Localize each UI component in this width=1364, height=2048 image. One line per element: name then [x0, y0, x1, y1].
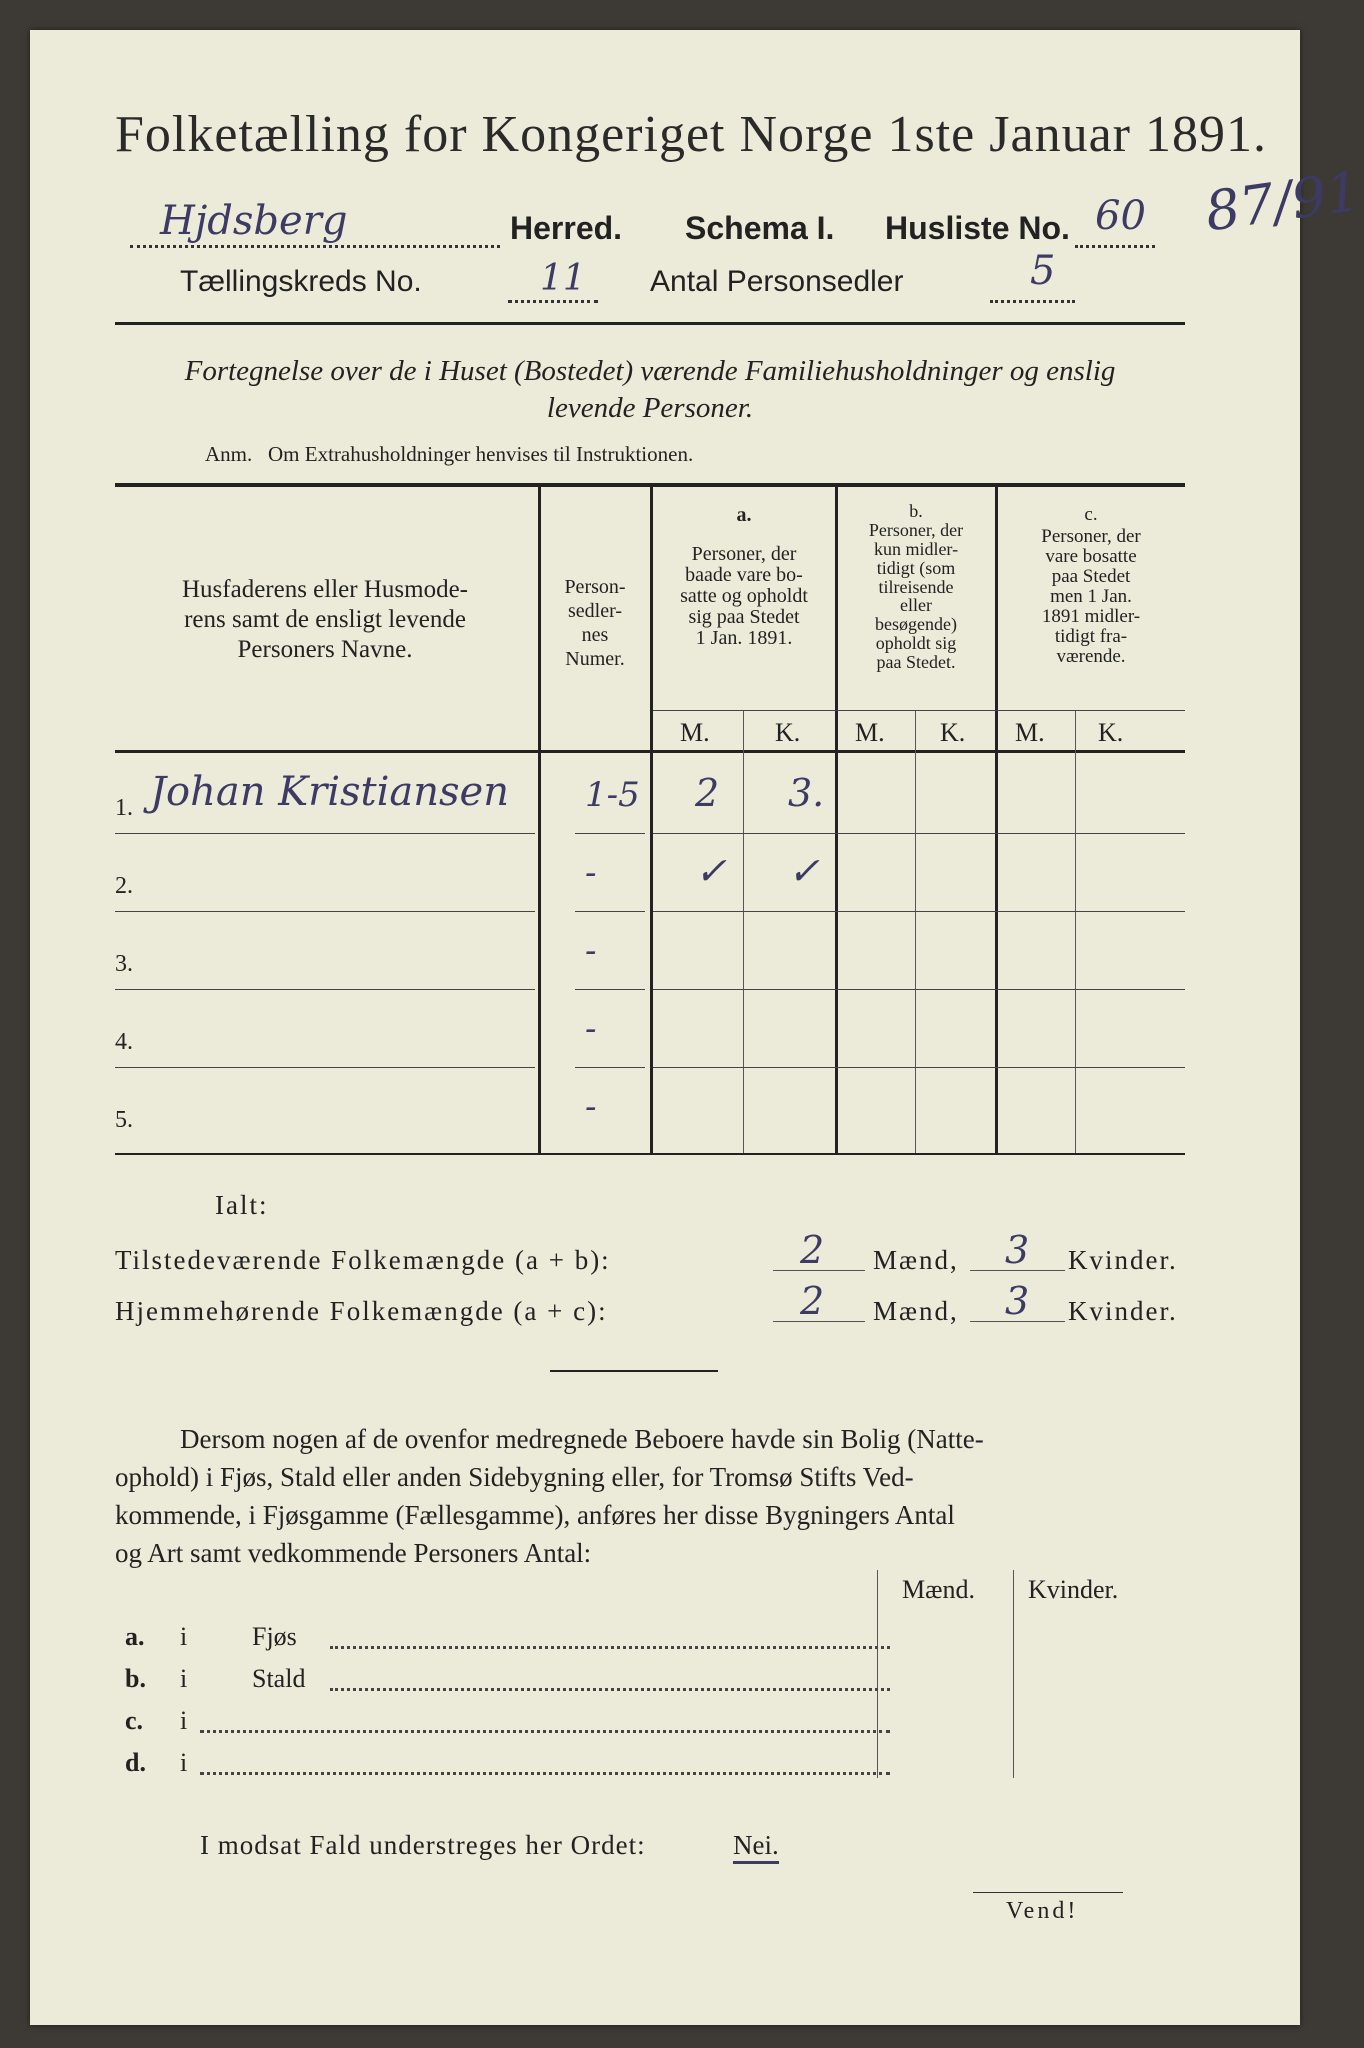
modsat-label: I modsat Fald understreges her Ordet:: [200, 1830, 646, 1860]
col-header-line: Personer, der: [868, 519, 964, 540]
a-m-label: M.: [680, 718, 710, 747]
row-rule-num: [575, 1067, 645, 1068]
col-c-letter: c.: [1084, 504, 1098, 525]
hjemme-label: Hjemmehørende Folkemængde (a + c):: [115, 1296, 608, 1326]
hjemme-kvinder-label: Kvinder.: [1068, 1296, 1178, 1326]
para-line: og Art samt vedkommende Personers Antal:: [115, 1538, 592, 1568]
para-line: ophold) i Fjøs, Stald eller anden Sidebygning eller, for Tromsø Stifts Ved-: [115, 1462, 914, 1492]
census-form-page: [30, 30, 1364, 2025]
col-names-line: rens samt de ensligt levende: [184, 606, 466, 633]
husliste-label: Husliste No.: [885, 210, 1070, 246]
col-num-line: sedler-: [567, 600, 622, 622]
schema-label: Schema I.: [685, 210, 835, 246]
section-divider: [550, 1370, 718, 1372]
hjemme-kvinder: 3: [1005, 1279, 1030, 1323]
row-number: 3.: [115, 951, 133, 977]
herred-dotted-line: [130, 245, 500, 248]
row-rule-counts: [653, 989, 1185, 990]
corner-note: 87/91: [1201, 159, 1364, 244]
col-c-header: [998, 505, 1184, 667]
kreds-dotted-line: [508, 300, 598, 303]
row-rule-names: [115, 911, 535, 912]
item-dotted-line: [200, 1772, 890, 1775]
col-header-line: Personer, der: [691, 543, 797, 565]
col-header-line: Personer, der: [1041, 525, 1141, 547]
anm-note: Anm. Om Extrahusholdninger henvises til Instruktionen.: [205, 442, 694, 466]
col-header-line: tilreisende: [878, 576, 954, 597]
divider-num: [650, 487, 653, 1153]
divider-a-mk: [743, 710, 744, 1153]
husliste-dotted-line: [1075, 245, 1155, 248]
col-num-line: nes: [581, 624, 609, 646]
col-header-line: paa Stedet.: [876, 652, 956, 673]
row-count-cell: ✓: [695, 849, 727, 893]
b-k-label: K.: [940, 718, 966, 747]
herred-label: Herred.: [510, 210, 623, 246]
item-label: Fjøs: [252, 1622, 297, 1651]
vend-rule: [973, 1892, 1123, 1893]
divider-c-mk: [1075, 710, 1076, 1153]
row-rule-counts: [653, 1067, 1185, 1068]
row-sedler-num: -: [585, 853, 597, 893]
item-letter: d.: [125, 1748, 146, 1777]
row-rule-counts: [653, 911, 1185, 912]
col-header-line: værende.: [1056, 645, 1126, 667]
item-dotted-line: [200, 1730, 890, 1733]
row-rule-num: [575, 989, 645, 990]
col-header-line: kun midler-: [873, 538, 959, 559]
col-num-line: Person-: [564, 576, 626, 598]
vend-label: Vend!: [1006, 1898, 1079, 1924]
col-b-header: [838, 502, 994, 672]
col-header-line: besøgende): [875, 614, 957, 635]
row-rule-names: [115, 1067, 535, 1068]
col-header-line: vare bosatte: [1045, 545, 1137, 567]
col-header-line: eller: [900, 595, 932, 616]
item-i: i: [180, 1748, 188, 1777]
row-count-cell: 3.: [788, 771, 825, 815]
row-number: 1.: [115, 795, 133, 821]
para-line: Dersom nogen af de ovenfor medregnede Beboere havde sin Bolig (Natte-: [180, 1424, 984, 1454]
col-names-line: Personers Navne.: [237, 636, 413, 663]
a-k-label: K.: [775, 718, 801, 747]
row-sedler-num: -: [585, 931, 597, 971]
row-number: 4.: [115, 1029, 133, 1055]
item-dotted-line: [330, 1688, 890, 1691]
b-m-label: M.: [855, 718, 885, 747]
bygning-kvinder-header: Kvinder.: [1028, 1575, 1119, 1604]
kreds-value: 11: [540, 258, 586, 299]
item-i: i: [180, 1706, 188, 1735]
row-sedler-num: 1-5: [585, 775, 640, 815]
row-rule-names: [115, 989, 535, 990]
item-letter: a.: [125, 1622, 145, 1651]
nei-word: Nei.: [733, 1830, 779, 1864]
kreds-label: Tællingskreds No.: [180, 265, 422, 298]
col-c-text: [998, 527, 1184, 667]
c-k-label: K.: [1098, 718, 1124, 747]
ialt-label: Ialt:: [215, 1190, 269, 1220]
item-letter: b.: [125, 1664, 146, 1693]
tilstede-maend-label: Mænd,: [873, 1245, 959, 1275]
hjemme-maend-label: Mænd,: [873, 1296, 959, 1326]
form-title: Folketælling for Kongeriget Norge 1ste Januar 1891.: [115, 106, 1267, 163]
header-rule: [115, 322, 1185, 325]
bygning-maend-header: Mænd.: [902, 1575, 975, 1604]
col-header-line: 1 Jan. 1891.: [695, 627, 793, 649]
row-number: 5.: [115, 1107, 133, 1133]
item-dotted-line: [330, 1646, 890, 1649]
c-m-label: M.: [1015, 718, 1045, 747]
divider-bygning-2: [1013, 1570, 1014, 1778]
tilstede-maend: 2: [800, 1228, 825, 1272]
col-header-line: 1891 midler-: [1041, 605, 1141, 627]
mk-rule: [653, 710, 1185, 711]
antal-value: 5: [1030, 248, 1056, 294]
row-name: Johan Kristiansen: [150, 769, 509, 815]
col-a-header: [655, 505, 833, 649]
col-header-line: sig paa Stedet: [688, 606, 800, 628]
col-b-text: [838, 521, 994, 672]
col-header-line: men 1 Jan.: [1050, 585, 1132, 607]
intro-heading-line2: levende Personer.: [546, 392, 754, 424]
tilstede-label: Tilstedeværende Folkemængde (a + b):: [115, 1245, 611, 1275]
col-b-letter: b.: [909, 501, 923, 521]
tilstede-kvinder: 3: [1005, 1228, 1030, 1272]
col-header-line: tidigt fra-: [1054, 625, 1128, 647]
col-names-header: [125, 575, 525, 665]
herred-value: Hjdsberg: [160, 198, 348, 244]
divider-b-mk: [915, 710, 916, 1153]
row-rule-names: [115, 833, 535, 834]
col-a-text: [655, 544, 833, 649]
row-count-cell: 2: [695, 771, 720, 815]
intro-heading-line1: Fortegnelse over de i Huset (Bostedet) værende Familiehusholdninger og enslig: [184, 355, 1116, 387]
row-rule-num: [575, 833, 645, 834]
col-a-letter: a.: [736, 504, 752, 526]
para-line: kommende, i Fjøsgamme (Fællesgamme), anføres her disse Bygningers Antal: [115, 1500, 955, 1530]
col-header-line: baade vare bo-: [685, 564, 803, 586]
col-header-line: paa Stedet: [1051, 565, 1131, 587]
row-sedler-num: -: [585, 1087, 597, 1127]
item-letter: c.: [125, 1706, 144, 1735]
col-num-header: [542, 575, 648, 671]
bygning-paragraph: [115, 1420, 1185, 1572]
row-sedler-num: -: [585, 1009, 597, 1049]
hjemme-maend: 2: [800, 1279, 825, 1323]
col-header-line: satte og opholdt: [680, 585, 808, 607]
col-header-line: opholdt sig: [875, 633, 957, 654]
item-label: Stald: [252, 1664, 306, 1693]
item-i: i: [180, 1622, 188, 1651]
divider-bygning-1: [877, 1570, 878, 1778]
item-i: i: [180, 1664, 188, 1693]
row-number: 2.: [115, 873, 133, 899]
row-rule-num: [575, 911, 645, 912]
husliste-value: 60: [1095, 193, 1146, 239]
table-bottom-rule: [115, 1153, 1185, 1155]
antal-dotted-line: [990, 300, 1075, 303]
col-num-line: Numer.: [565, 648, 625, 670]
row-count-cell: ✓: [788, 849, 820, 893]
tilstede-kvinder-label: Kvinder.: [1068, 1245, 1178, 1275]
row-rule-counts: [653, 833, 1185, 834]
col-header-line: tidigt (som: [876, 557, 956, 578]
col-names-line: Husfaderens eller Husmode-: [181, 576, 468, 603]
antal-label: Antal Personsedler: [650, 265, 904, 298]
divider-names: [538, 487, 541, 1153]
